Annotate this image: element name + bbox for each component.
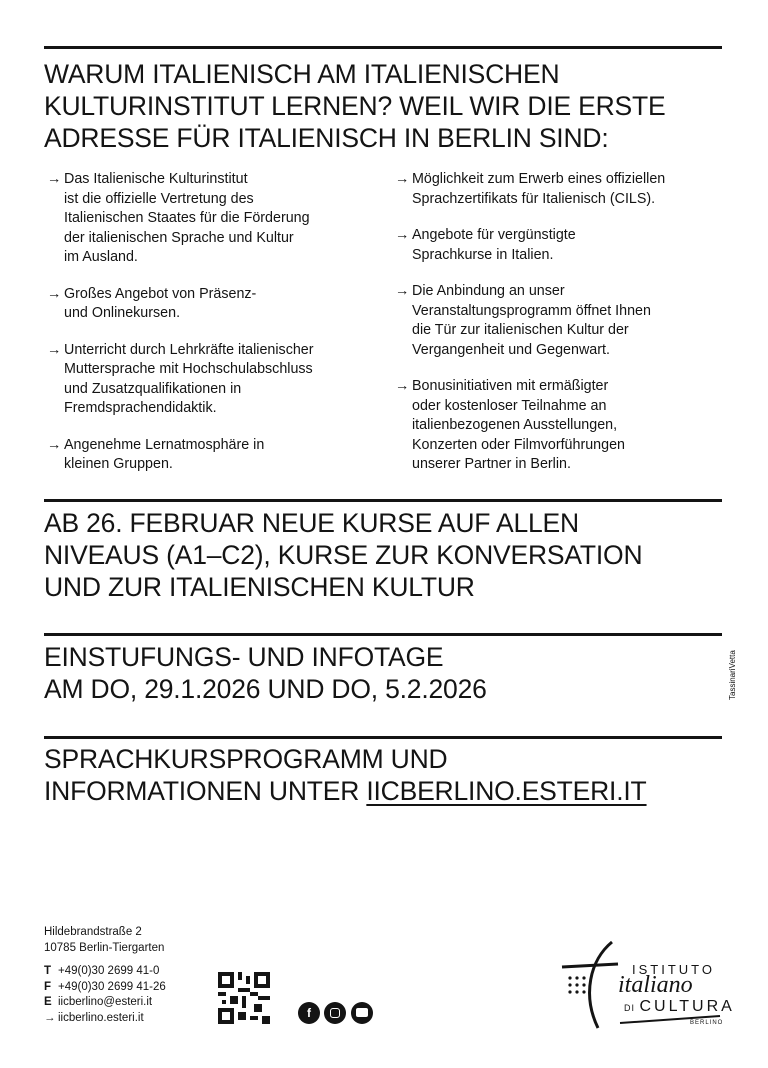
contact-label: →	[44, 1011, 56, 1024]
arrow-icon: →	[395, 378, 410, 394]
bullet-item	[395, 170, 665, 209]
heading-text: INFORMATIONEN UNTER	[44, 776, 367, 806]
contact-label: F	[44, 980, 52, 993]
heading-line: AB 26. FEBRUAR NEUE KURSE AUF ALLEN	[44, 508, 579, 538]
bullet-line: Italienischen Staates für die Förderung	[64, 210, 310, 226]
heading-line	[44, 775, 647, 807]
bullet-line: Unterricht durch Lehrkräfte italienischer	[64, 341, 314, 358]
logo-text: BERLINO	[690, 1020, 724, 1026]
right-column	[395, 170, 665, 492]
contact-label: T	[44, 965, 52, 977]
contact-line	[44, 964, 166, 980]
heading-line: AM DO, 29.1.2026 UND DO, 5.2.2026	[44, 674, 487, 704]
heading-line: ADRESSE FÜR ITALIENISCH IN BERLIN SIND:	[44, 123, 609, 153]
arrow-icon: →	[395, 227, 410, 243]
bullet-item	[395, 377, 665, 475]
heading-line: KULTURINSTITUT LERNEN? WEIL WIR DIE ERSTE	[44, 91, 666, 121]
qr-code[interactable]	[218, 972, 270, 1024]
heading-line: NIVEAUS (A1–C2), KURSE ZUR KONVERSATION	[44, 540, 643, 570]
address-line: Hildebrandstraße 2	[44, 926, 142, 938]
arrow-icon: →	[47, 171, 62, 187]
heading-line: UND ZUR ITALIENISCHEN KULTUR	[44, 572, 475, 602]
address	[44, 925, 164, 956]
bullet-line: Sprachzertifikats für Italienisch (CILS).	[412, 190, 656, 207]
bullet-line: Die Anbindung an unser	[412, 283, 565, 299]
photo-credit: TassinariVetta	[728, 650, 737, 700]
instagram-icon[interactable]	[324, 1002, 346, 1024]
contact-line	[44, 980, 166, 996]
heading-line: EINSTUFUNGS- UND INFOTAGE	[44, 642, 444, 672]
logo-text: CULTURA	[639, 998, 735, 1015]
left-column	[47, 170, 314, 492]
heading-program	[44, 743, 647, 807]
bullet-item	[47, 285, 314, 324]
bullet-line: Vergangenheit und Gegenwart.	[412, 341, 610, 358]
arrow-icon: →	[395, 171, 410, 187]
bullet-line: Das Italienische Kulturinstitut	[64, 171, 248, 187]
contact-label: E	[44, 996, 52, 1008]
bullet-line: Angebote für vergünstigte	[412, 227, 576, 243]
contact-value: iicberlino@esteri.it	[58, 996, 153, 1008]
contact-line[interactable]	[44, 1011, 166, 1027]
bullet-line: im Ausland.	[64, 249, 138, 265]
bullet-item	[47, 341, 314, 419]
website-link[interactable]: IICBERLINO.ESTERI.IT	[366, 776, 647, 806]
divider	[44, 633, 722, 636]
arrow-icon: →	[47, 436, 62, 453]
bullet-item	[395, 226, 665, 265]
bullet-line: Möglichkeit zum Erwerb eines offiziellen	[412, 171, 666, 187]
arrow-icon: →	[47, 341, 62, 358]
bullet-line: kleinen Gruppen.	[64, 456, 173, 472]
bullet-line: ist die offizielle Vertretung des	[64, 190, 254, 207]
divider	[44, 736, 722, 739]
bullet-line: Veranstaltungsprogramm öffnet Ihnen	[412, 302, 651, 319]
logo-text	[624, 998, 735, 1016]
bullet-line: Bonusinitiativen mit ermäßigter	[412, 378, 609, 394]
youtube-icon[interactable]	[351, 1002, 373, 1024]
logo-text: ISTITUTO	[632, 962, 715, 977]
bullet-line: Sprachkurse in Italien.	[412, 246, 554, 263]
logo-text: DI	[624, 1003, 635, 1013]
bullet-line: oder kostenloser Teilnahme an	[412, 397, 607, 414]
divider	[44, 46, 722, 49]
bullet-line: die Tür zur italienischen Kultur der	[412, 322, 629, 338]
bullet-item	[47, 170, 314, 268]
bullet-line: und Onlinekursen.	[64, 305, 181, 321]
heading-line: WARUM ITALIENISCH AM ITALIENISCHEN	[44, 59, 560, 89]
bullet-line: Angenehme Lernatmosphäre in	[64, 436, 265, 453]
bullet-line: und Zusatzqualifikationen in	[64, 380, 242, 397]
contact-line[interactable]	[44, 995, 166, 1011]
heading-why	[44, 58, 666, 154]
arrow-icon: →	[47, 285, 62, 302]
bullet-item	[47, 436, 314, 475]
heading-infodays	[44, 641, 487, 705]
bullet-line: Konzerten oder Filmvorführungen	[412, 436, 625, 453]
heading-courses	[44, 507, 642, 603]
bullet-line: unserer Partner in Berlin.	[412, 456, 571, 472]
contact-value: +49(0)30 2699 41-26	[58, 980, 166, 993]
bullet-line: italienbezogenen Ausstellungen,	[412, 417, 618, 433]
bullet-line: Fremdsprachendidaktik.	[64, 400, 217, 416]
bullet-line: der italienischen Sprache und Kultur	[64, 229, 294, 246]
heading-line: SPRACHKURSPROGRAMM UND	[44, 744, 448, 774]
bullet-line: Muttersprache mit Hochschulabschluss	[64, 361, 313, 377]
facebook-icon[interactable]: f	[298, 1002, 320, 1024]
arrow-icon: →	[395, 283, 410, 299]
contact-value: +49(0)30 2699 41-0	[58, 965, 160, 977]
bullet-line: Großes Angebot von Präsenz-	[64, 285, 257, 302]
bullet-item	[395, 282, 665, 360]
address-line: 10785 Berlin-Tiergarten	[44, 941, 165, 954]
istituto-logo	[560, 940, 735, 1030]
contacts	[44, 964, 166, 1026]
contact-value: iicberlino.esteri.it	[58, 1011, 144, 1024]
divider	[44, 499, 722, 502]
logo-text: italiano	[618, 972, 693, 998]
